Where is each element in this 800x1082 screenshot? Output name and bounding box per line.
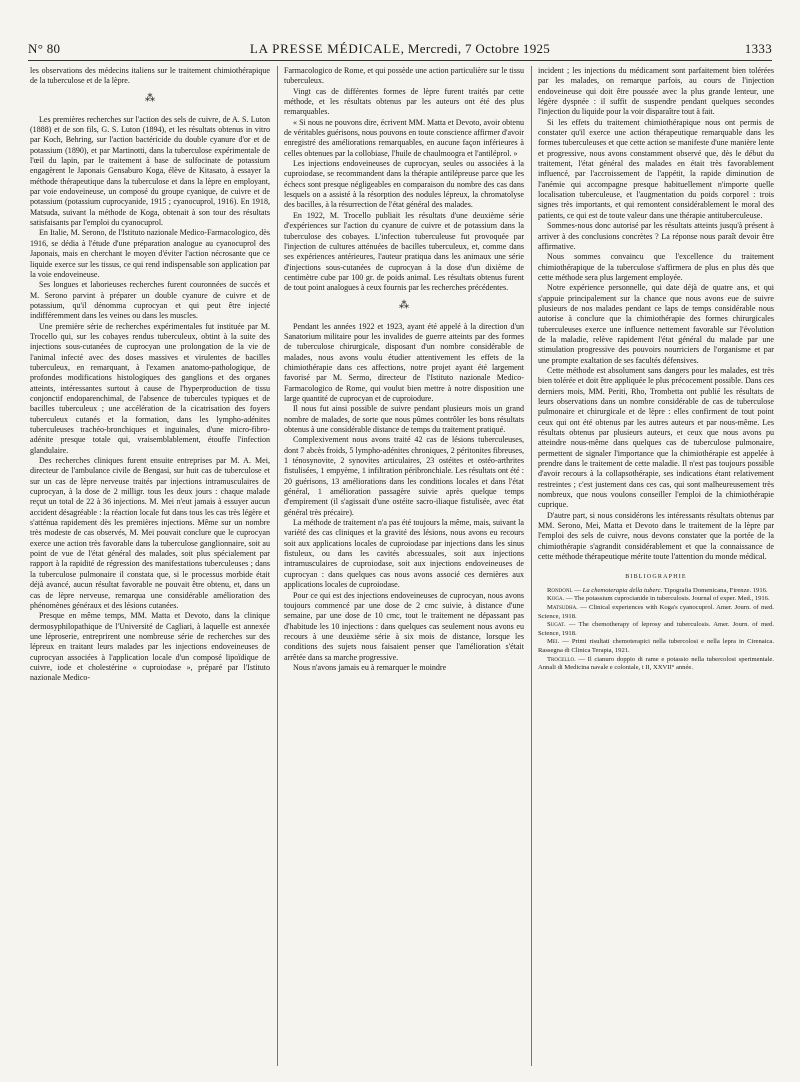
paragraph: Des recherches cliniques furent ensuite entreprises par M. A. Mei, directeur de l'ambulance civile de Bengasi, sur huit cas de tuberculose et sur un cas de lèpre nerveuse traités par injections intramusculaires de cuprocyan, à la dose de 2 milligr. tous les deux jours : chaque malade reçut un total de 22 à 36 injections. M. Mei n'eut jamais à essuyer aucun accident désagréable : la réaction locale fut dans tous les cas très légère et s'atténua rapidement dès les premières injections. Même sur un nombre très modeste de cas observés, M. Mei pouvait conclure que le cuprocyan exerce une action très favorable dans la tuberculose ganglionnaire, soit au point de vue de l'état général des malades, soit plus spécialement par rapport à la rapidité de régression des manifestations tuberculeuses ; dans la tuberculose pulmonaire il constata que, si le processus morbide était déjà avancé, aucun résultat favorable ne pouvait être obtenu, et, dans un cas de lèpre nerveuse, remarqua une considérable amélioration des phénomènes généraux et des lésions cutanées. [30, 456, 270, 610]
bib-details: Tipografia Domenicana, Firenze. 1916. [662, 586, 768, 594]
bib-separator: — [575, 655, 588, 663]
bibliography-heading: BIBLIOGRAPHIE [625, 573, 687, 580]
paragraph: Notre expérience personnelle, qui date déjà de quatre ans, et qui s'appuie principalement sur la chance que nous avons eue de suivre plusieurs de nos malades pendant ce laps de temps considérable nous autorise à conclure que la chimiothérapie des formes chirurgicales tuberculeuses exerce une influence nettement favorable sur l'évolution de la maladie, relève rapidement l'état général du malade par une stimulation progressive des pouvoirs nourriciers de l'organisme et par une prompte exaltation de ses facultés défensives. [538, 283, 774, 365]
column-divider [277, 66, 278, 1066]
bibliography-entry [538, 656, 774, 673]
bib-separator: — [577, 604, 590, 612]
bib-author: Koga. [547, 595, 565, 603]
text-column-3 [538, 66, 774, 1072]
bib-title: La chemoterapia della tuberc. [582, 586, 663, 594]
bib-details: Clinical experiences with Koga's cyanocuprol. Amer. Journ. of med. Science, 1918. [538, 604, 774, 620]
page-number-left: N° 80 [28, 41, 61, 56]
column-divider [531, 66, 532, 1066]
page-number-right: 1333 [744, 41, 772, 56]
bibliography-entry [538, 604, 774, 621]
paragraph: Si les effets du traitement chimiothérapique nous ont permis de constater qu'il exerce une action thérapeutique remarquable dans les formes tuberculeuses et que cette action se manifeste d'une manière lente et progressive, nous avons constamment observé que, dès le début du traitement, l'état général des malades en était très favorablement influencé, par l'accroissement de l'appétit, la rapide diminution de l'anémie qui accompagne presque habituellement n'importe quelle localisation tuberculeuse, et l'augmentation du poids corporel : trois signes très importants, et qui remontent considérablement le moral des patients, ce qui est de toute valeur dans une thérapie antituberculeuse. [538, 117, 774, 220]
paragraph: incident ; les injections du médicament sont parfaitement bien tolérées par les malades, on remarque parfois, au cours de l'injection endoveineuse qui doit être poussée avec la plus grande lenteur, une légère dyspnée : il suffit de suspendre pendant quelques secondes l'injection du liquide pour la voir disparaître tout à fait. [538, 66, 774, 117]
bib-separator: — [559, 638, 572, 646]
bibliography-list [538, 587, 774, 673]
paragraph: Ses longues et laborieuses recherches furent couronnées de succès et M. Serono parvint à préparer un double cyanure de cuivre et de potassium, qu'il dénomma cuprocyan et qui peut être injecté indifféremment dans les veines ou dans les muscles. [30, 280, 270, 321]
bib-author: Mei. [547, 638, 560, 646]
bib-details: The chemotherapy of leprosy and tuberculosis. Amer. Journ. of med. Science, 1918. [538, 621, 774, 637]
page-header [28, 38, 772, 60]
paragraph: Farmacologico de Rome, et qui possède une action particulière sur le tissu tuberculeux. [284, 66, 524, 86]
bib-author: Matsudha. [547, 604, 578, 612]
paragraph: Nous n'avons jamais eu à remarquer le moindre [293, 662, 447, 672]
paragraph: Sommes-nous donc autorisé par les résultats atteints jusqu'à présent à arriver à des conclusions concrètes ? La réponse nous paraît devoir être affirmative. [538, 221, 774, 251]
bib-author: Rondoni. [547, 586, 573, 594]
paragraph: les observations des médecins italiens sur le traitement chimiothérapique de la tuberculose et de la lèpre. [30, 66, 270, 86]
bib-details: The potassium cuprocianide in tuberculosis. Journal of exper. Med., 1916. [574, 595, 770, 603]
journal-masthead [28, 41, 772, 57]
paragraph: Il nous fut ainsi possible de suivre pendant plusieurs mois un grand nombre de malades, de sorte que nous pûmes contrôler les bons résultats obtenus à une considérable distance de temps du traitement pratiqué. [284, 404, 524, 434]
bibliography-entry [538, 587, 774, 596]
bib-separator: — [564, 595, 575, 603]
bib-separator: — [565, 621, 579, 629]
paragraph: En Italie, M. Serono, de l'Istituto nazionale Medico-Farmacologico, dès 1916, se dédia à l'étude d'une préparation analogue au cyanocuprol des Japonais, mais en cherchant le moyen d'éviter l'action nécrosante que ce liquide exerce sur les tissus, ce qui rend indispensable son application par la voie endoveineuse. [30, 228, 270, 279]
bib-author: Sugat. [547, 621, 566, 629]
section-separator: ⁂ [399, 299, 409, 311]
paragraph: « Si nous ne pouvons dire, écrivent MM. Matta et Devoto, avoir obtenu de véritables guérisons, nous pouvons en toute conscience affirmer d'avoir enregistré des améliorations remarquables, en aucune façon inférieures à celles obtenues par la collobiase, l'huile de chaulmoogra et l'antiléprol. » [284, 117, 524, 158]
paragraph: Pour ce qui est des injections endoveineuses de cuprocyan, nous avons toujours commencé par une dose de 2 cmc suivie, à distance d'une semaine, par une dose de 10 cmc, tout le traitement ne dépassant pas d'habitude les 10 injections : dans quelques cas seulement nous avons eu recours à une deuxième série à six mois de distance, lorsque les conditions des sujets nous faisaient penser que l'amélioration s'était arrêtée dans sa marche progressive. [284, 590, 524, 662]
paragraph: Les premières recherches sur l'action des sels de cuivre, de A. S. Luton (1888) et de son fils, G. S. Luton (1894), et les résultats obtenus in vitro par Koch, Behring, sur l'action bactéricide du double cyanure d'or et de potassium (1890), et par Martinotti, dans la tuberculose expérimentale de l'œil du lapin, par le traitement à base de sulfocinate de potassium engagèrent le Japonais Gensaburo Koga, élève de Kitasato, à essayer la méthode thérapeutique dans la tuberculose et dans la lèpre en employant, par voie endoveineuse, un composé du groupe cyanique, de cuivre et de potassium (potassium cuprocyanide, 1915 ; cyanocuprol, 1916). En 1918, Matsuda, suivant la méthode de Koga, obtenait à son tour des résultats satisfaisants par l'emploi du cyanocuprol. [30, 114, 270, 228]
bib-details: Il cianuro doppio di rame e potassio nella tubercolosi sperimentale. Annali di Medicina navale e coloniale, t II, XXVII° année. [538, 655, 774, 672]
paragraph: Vingt cas de différentes formes de lèpre furent traités par cette méthode, et les résultats obtenus par les auteurs ont été des plus remarquables. [284, 86, 524, 117]
paragraph: Presque en même temps, MM. Matta et Devoto, dans la clinique dermosyphilopathique de l'Université de Cagliari, à laquelle est annexée une léproserie, entreprirent une nombreuse série de recherches sur des lépreux en traitant leurs malades par les injections endoveineuses de cuprocyan associées à l'application locale d'un composé lipoïdique de cuivre, iode et cholestérine « cuproiodase », préparé par l'Istituto nazionale Medico- [30, 611, 270, 683]
journal-title: LA PRESSE MÉDICALE [249, 41, 401, 56]
text-column-1 [30, 66, 270, 1072]
paragraph: Nous sommes convaincu que l'excellence du traitement chimiothérapique de la tuberculose s'affirmera de plus en plus dès que cette méthode sera plus largement employée. [538, 252, 774, 282]
paragraph: Complexivement nous avons traité 42 cas de lésions tuberculeuses, dont 7 abcès froids, 5 lympho-adénites chroniques, 2 péritonites fibreuses, 1 ténosynovite, 2 synovites articulaires, 23 ostéites et ostéo-arthrites fistulisées, 1 empyème, 1 infiltration péribronchiale. Les résultats ont été : 20 guérisons, 13 améliorations dans les conditions locales et dans l'état général, 1 amélioration passagère suivie après quelque temps d'empirement (il s'agissait d'une ostéite sacro-iliaque fistulisée, avec état général très précaire). [284, 435, 524, 517]
bib-author: Trocello. [547, 655, 576, 663]
paragraph: Une première série de recherches expérimentales fut instituée par M. Trocello qui, sur les cobayes rendus tuberculeux, obtint à la suite des injections sous-cutanées de cuprocyan une prolongation de la vie de l'animal infecté avec des doses massives et virulentes de bacilles tuberculeux, en remarquant, à l'examen anatomo-pathologique, de profondes modifications histologiques des ganglions et des organes atteints, intéressantes surtout à cause de l'hyperproduction de tissu conjonctif endoparenchimal, de l'absence de tubercules typiques et de bacilles tuberculeux ; une accélération de la cicatrisation des foyers tuberculeux cutanés et la formation, dans les lympho-adénites tuberculeuses trachéo-bronchiques et inguinales, d'une micro-fibro-adénite presque totale qui, vraisemblablement, étouffe l'infection glandulaire. [30, 321, 270, 455]
bib-details: Primi risultati chemoterapici nella tubercolosi e nella lepra in Cirenaica. Rassegna di Clinica Terapia, 1921. [538, 638, 774, 654]
bibliography-entry [538, 621, 774, 638]
paragraph: Pendant les années 1922 et 1923, ayant été appelé à la direction d'un Sanatorium militaire pour les invalides de guerre atteints par des formes de tuberculose chirurgicale, disposant d'un nombre considérable de malades, nous avons voulu étudier attentivement les effets de la chimiothérapie dans ces affections, notre projet ayant été largement favorisé par M. Sermo, directeur de l'Istituto nazionale Medico-Farmacologico de Rome, qui voulut bien mettre à notre disposition une large quantité de cuprocyan et de cuproiodure. [284, 321, 524, 403]
text-column-2 [284, 66, 524, 1072]
bib-separator: — [572, 586, 583, 594]
bibliography-entry [538, 638, 774, 655]
header-rule [28, 60, 772, 61]
paragraph: Cette méthode est absolument sans dangers pour les malades, est très bien tolérée et doit être appliquée le plus précocement possible. Dans ces derniers mois, MM. Periti, Rho, Trombetta ont publié les résultats de leurs observations dans un nombre considérable de cas de tuberculose pulmonaire et chirurgicale et de lèpre : elles confirment de tout point ceux qui ont été obtenus par les autres auteurs et par nous-même. Les résultats obtenus par plusieurs auteurs, et ceux que nous avons pu atteindre nous-même dans quelques cas de tuberculose pulmonaire, permettent de signaler l'importance que la chimiothérapie est appelée à prendre dans le traitement de cette maladie. Il n'est pas toujours possible d'avoir recours à la collapsothérapie, ses indications étant relativement restreintes ; c'est justement dans ces cas, qui sont malheureusement très nombreux, que nous voulons conseiller l'emploi de la chimiothérapie cuprique. [538, 365, 774, 510]
paragraph: Les injections endoveineuses de cuprocyan, seules ou associées à la cuproiodase, se recommandent dans la thérapie antilépreuse parce que les échecs sont presque négligeables en comparaison du nombre des cas dans lesquels on a assisté à la résorption des nodules lépreux, la chromatolyse des bacilles, à la résurrection de l'état général des malades. [284, 159, 524, 210]
paragraph: La méthode de traitement n'a pas été toujours la même, mais, suivant la variété des cas cliniques et la gravité des lésions, nous avons eu recours soit aux applications locales de cuproiodase par injections dans les sinus fistuleux, ou dans les cavités abcessuales, soit aux injections intramusculaires de cuproiodase, soit aux injections endoveineuses de cuprocyan : dans quelques cas nous avons associé ces dernières aux applications locales de cuproiodase. [284, 518, 524, 590]
paragraph: En 1922, M. Trocello publiait les résultats d'une deuxième série d'expériences sur l'action du cyanure de cuivre et de potassium dans la tuberculose des cobayes. L'infection tuberculeuse fut provoquée par l'injection de cultures atténuées de bacilles tuberculeux, et, comme dans ses expériences antérieures, l'auteur pratiqua dans les animaux une série d'injections sous-cutanées de cuprocyan à la dose d'un dixième de centimètre cube par 100 gr. de poids animal. Les résultats obtenus furent de tout point analogues à ceux fournis par les recherches précédentes. [284, 210, 524, 293]
section-separator: ⁂ [145, 92, 155, 104]
bibliography-entry [538, 595, 774, 604]
paragraph: D'autre part, si nous considérons les intéressants résultats obtenus par MM. Serono, Mei, Matta et Devoto dans le traitement de la lèpre par l'emploi des sels de cuivre, nous devons constater que la portée de la chimiothérapie s'agrandit considérablement et que la connaissance de cette méthode thérapeutique mérite toute l'attention du monde médical. [538, 510, 774, 562]
issue-date: , Mercredi, 7 Octobre 1925 [400, 41, 551, 56]
